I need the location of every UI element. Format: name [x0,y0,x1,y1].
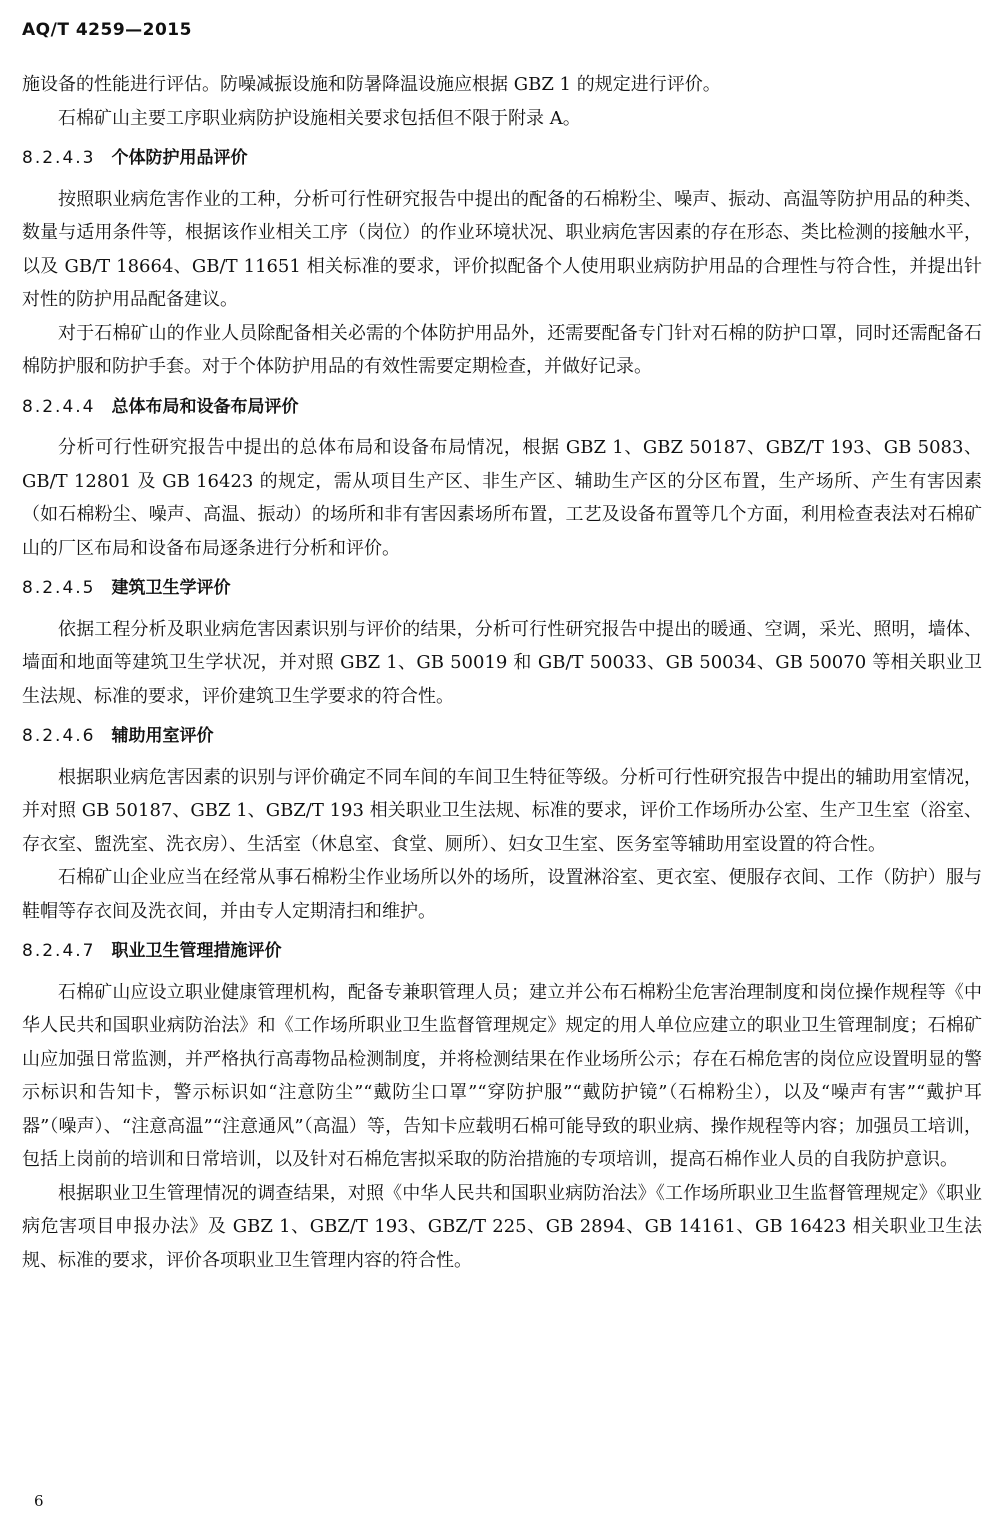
section-number: 8.2.4.3 [22,148,96,168]
section-title: 建筑卫生学评价 [111,578,231,598]
section-heading [22,142,982,176]
paragraph: 对于石棉矿山的作业人员除配备相关必需的个体防护用品外，还需要配备专门针对石棉的防护口罩，同时还需配备石棉防护服和防护手套。对于个体防护用品的有效性需要定期检查，并做好记录。 [22,322,982,377]
section-title: 总体布局和设备布局评价 [111,396,299,417]
section-heading [22,572,982,606]
document-body [22,68,982,1277]
paragraph: 分析可行性研究报告中提出的总体布局和设备布局情况，根据 GBZ 1、GBZ 50187、GBZ/T 193、GB 5083、GB/T 12801 及 GB 16423 的规定，需从项目生产区、非生产区、辅助生产区的分区布置，生产场所、产生有害因素（如石棉粉尘、噪声、高温、振动）的场所和非有害因素场所布置，工艺及设备布置等几个方面，利用检查表法对石棉矿山的厂区布局和设备布局逐条进行分析和评价。 [22,437,982,559]
page-number: 6 [34,1492,44,1510]
section-title: 辅助用室评价 [111,726,214,746]
paragraph: 根据职业卫生管理情况的调查结果，对照《中华人民共和国职业病防治法》《工作场所职业卫生监督管理规定》《职业病危害项目申报办法》及 GBZ 1、GBZ/T 193、GBZ/T 225、GB 2894、GB 14161、GB 16423 相关职业卫生法规、标准的要求，评价各项职业卫生管理内容的符合性。 [22,1182,982,1271]
document-id-header: AQ/T 4259—2015 [22,20,192,40]
paragraph: 按照职业病危害作业的工种，分析可行性研究报告中提出的配备的石棉粉尘、噪声、振动、高温等防护用品的种类、数量与适用条件等，根据该作业相关工序（岗位）的作业环境状况、职业病危害因素的存在形态、类比检测的接触水平，以及 GB/T 18664、GB/T 11651 相关标准的要求，评价拟配备个人使用职业病防护用品的合理性与符合性，并提出针对性的防护用品配备建议。 [22,188,982,310]
paragraph: 石棉矿山主要工序职业病防护设施相关要求包括但不限于附录 A。 [58,107,581,129]
paragraph: 施设备的性能进行评估。防噪减振设施和防暑降温设施应根据 GBZ 1 的规定进行评价。 [22,74,721,95]
section-heading [22,935,982,969]
section-heading [22,720,982,754]
section-number: 8.2.4.7 [22,941,96,961]
paragraph: 石棉矿山应设立职业健康管理机构，配备专兼职管理人员；建立并公布石棉粉尘危害治理制度和岗位操作规程等《中华人民共和国职业病防治法》和《工作场所职业卫生监督管理规定》规定的用人单位应建立的职业卫生管理制度；石棉矿山应加强日常监测，并严格执行高毒物品检测制度，并将检测结果在作业场所公示；存在石棉危害的岗位应设置明显的警示标识和告知卡，警示标识如“注意防尘”“戴防尘口罩”“穿防护服”“戴防护镜”（石棉粉尘），以及“噪声有害”“戴护耳器”（噪声）、“注意高温”“注意通风”（高温）等，告知卡应载明石棉可能导致的职业病、操作规程等内容；加强员工培训，包括上岗前的培训和日常培训，以及针对石棉危害拟采取的防治措施的专项培训，提高石棉作业人员的自我防护意识。 [22,981,983,1170]
paragraph: 根据职业病危害因素的识别与评价确定不同车间的车间卫生特征等级。分析可行性研究报告中提出的辅助用室情况，并对照 GB 50187、GBZ 1、GBZ/T 193 相关职业卫生法规、标准的要求，评价工作场所办公室、生产卫生室（浴室、存衣室、盥洗室、洗衣房）、生活室（休息室、食堂、厕所）、妇女卫生室、医务室等辅助用室设置的符合性。 [22,766,982,855]
paragraph: 依据工程分析及职业病危害因素识别与评价的结果，分析可行性研究报告中提出的暖通、空调，采光、照明，墙体、墙面和地面等建筑卫生学状况，并对照 GBZ 1、GB 50019 和 GB/T 50033、GB 50034、GB 50070 等相关职业卫生法规、标准的要求，评价建筑卫生学要求的符合性。 [22,618,982,707]
section-number: 8.2.4.5 [22,578,96,598]
section-heading [22,391,982,425]
section-number: 8.2.4.6 [22,726,96,746]
section-title: 个体防护用品评价 [111,148,248,168]
paragraph: 石棉矿山企业应当在经常从事石棉粉尘作业场所以外的场所，设置淋浴室、更衣室、便服存衣间、工作（防护）服与鞋帽等存衣间及洗衣间，并由专人定期清扫和维护。 [22,867,982,922]
section-number: 8.2.4.4 [22,396,96,417]
section-title: 职业卫生管理措施评价 [111,941,282,961]
